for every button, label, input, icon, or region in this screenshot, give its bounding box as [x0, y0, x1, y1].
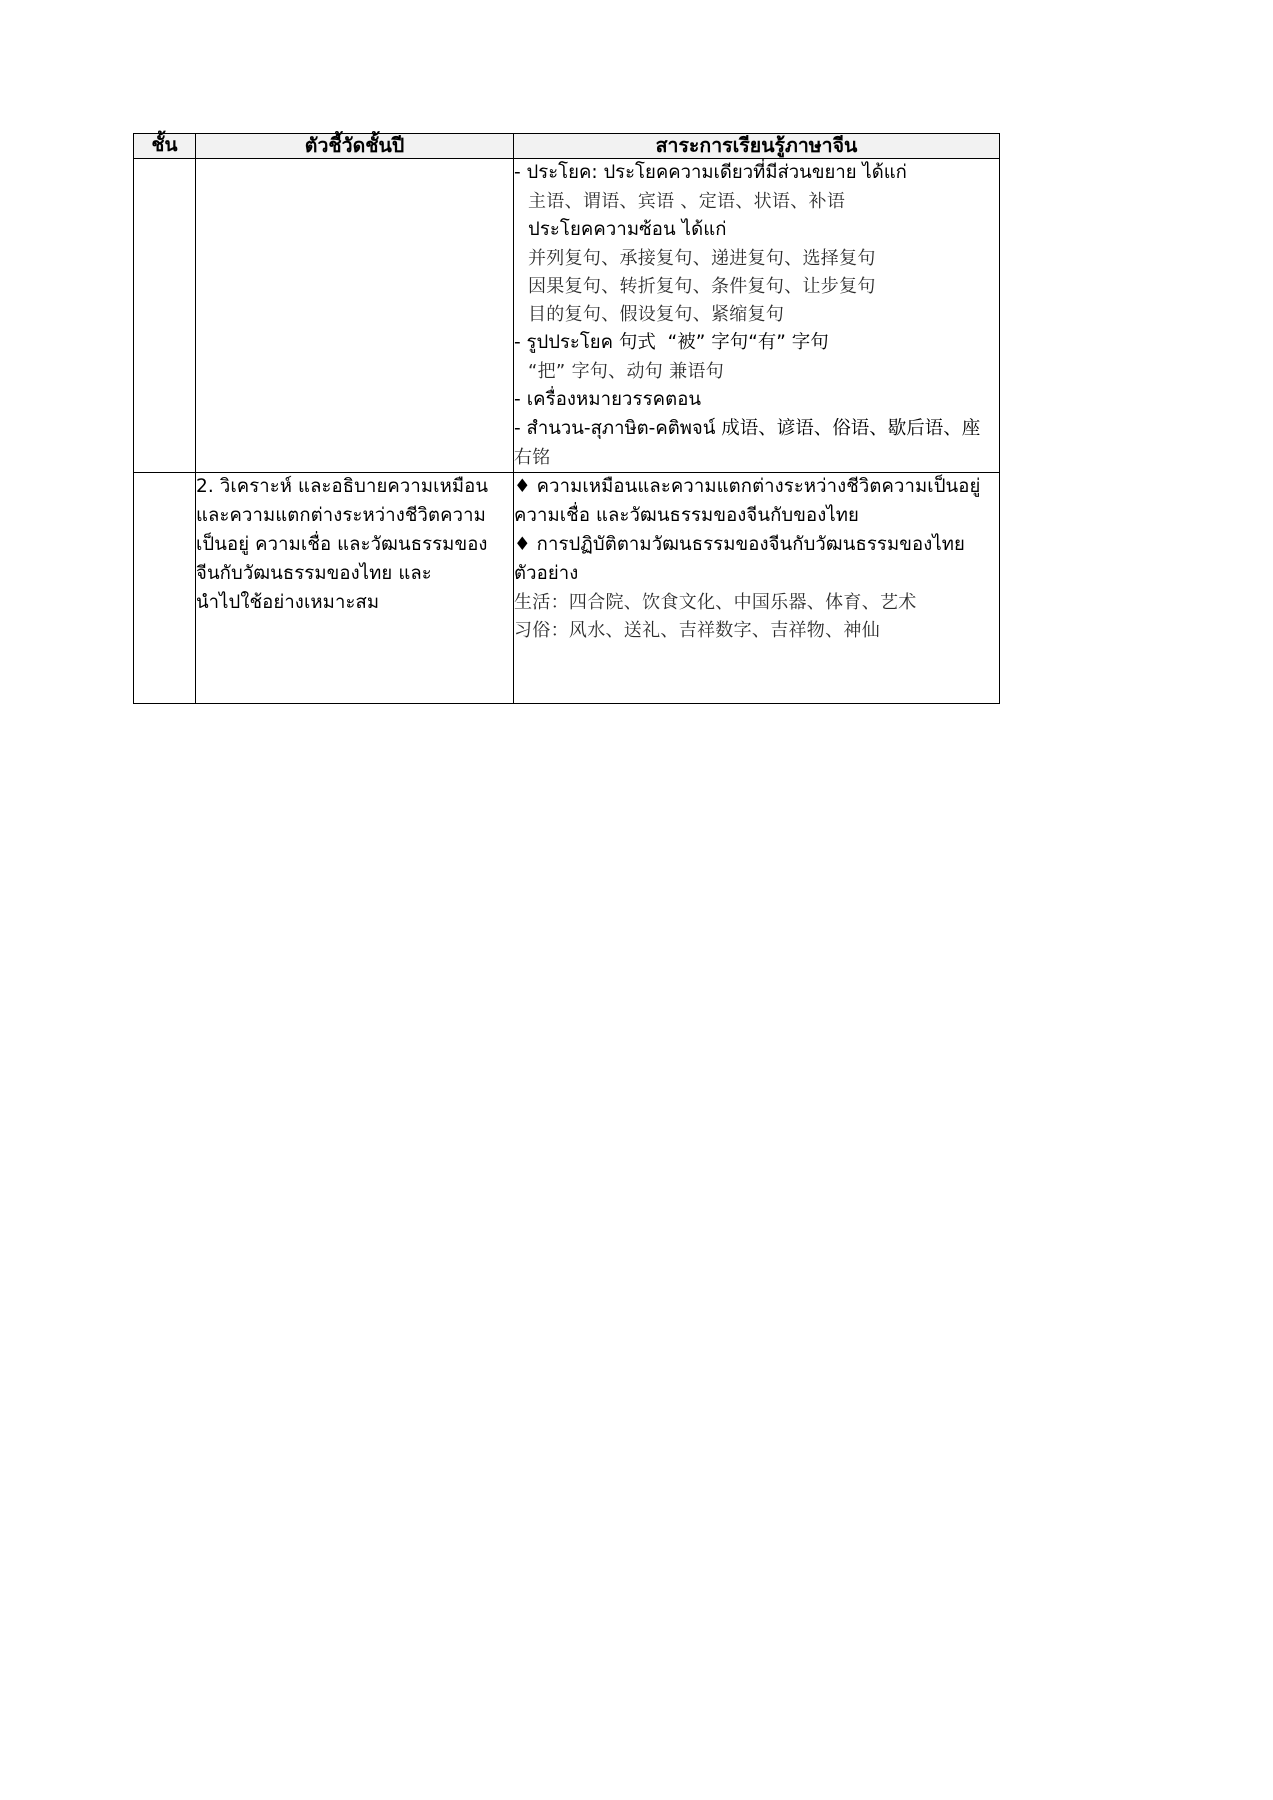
content-line: 因果复句、转折复句、条件复句、让步复句 — [528, 276, 876, 298]
indicator-line: นำไปใช้อย่างเหมาะสม — [196, 591, 380, 613]
curriculum-table-wrapper — [133, 133, 999, 704]
content-line: ประโยคความซ้อน ได้แก่ — [528, 219, 727, 241]
content-line: 习俗：风水、送礼、吉祥数字、吉祥物、神仙 — [514, 619, 880, 641]
content-line: “把” 字句、动句 兼语句 — [528, 361, 724, 383]
indicator-line: 2. วิเคราะห์ และอธิบายความเหมือน — [196, 476, 489, 498]
cell-indicator-row1 — [196, 159, 514, 473]
curriculum-table — [133, 133, 1000, 704]
cell-indicator-row2 — [196, 473, 514, 704]
cell-content-row1 — [514, 159, 1000, 473]
header-row — [134, 134, 1000, 159]
cell-content-row2 — [514, 473, 1000, 704]
table-body — [134, 159, 1000, 704]
content-line: ♦ ความเหมือนและความแตกต่างระหว่างชีวิตความเป็นอยู่ — [514, 476, 981, 498]
content-line: 目的复句、假设复句、紧缩复句 — [528, 304, 785, 326]
cell-level-row2 — [134, 473, 196, 704]
indicator-line: เป็นอยู่ ความเชื่อ และวัฒนธรรมของ — [196, 533, 488, 555]
cell-level-row1 — [134, 159, 196, 473]
content-line: 主语、谓语、宾语 、定语、状语、补语 — [528, 191, 846, 213]
content-line: ตัวอย่าง — [514, 562, 579, 584]
content-line: - รูปประโยค 句式 “被” 字句“有” 字句 — [514, 332, 829, 354]
content-line: ♦ การปฏิบัติตามวัฒนธรรมของจีนกับวัฒนธรรมของไทย — [514, 533, 965, 555]
content-line: ความเชื่อ และวัฒนธรรมของจีนกับของไทย — [514, 505, 859, 526]
table-row — [134, 473, 1000, 704]
content-line: - สำนวน-สุภาษิต-คติพจน์ 成语、谚语、俗语、歇后语、座 — [514, 418, 981, 440]
content-line: 生活：四合院、饮食文化、中国乐器、体育、艺术 — [514, 591, 917, 613]
column-header-content: สาระการเรียนรู้ภาษาจีน — [514, 134, 1000, 159]
content-line: 并列复句、承接复句、递进复句、选择复句 — [528, 248, 876, 270]
content-line: - เครื่องหมายวรรคตอน — [514, 389, 702, 411]
table-row — [134, 159, 1000, 473]
table-header — [134, 134, 1000, 159]
content-line: 右铭 — [514, 447, 551, 469]
column-header-level: ชั้น — [134, 134, 196, 159]
column-header-indicator: ตัวชี้วัดชั้นปี — [196, 134, 514, 159]
content-line: - ประโยค: ประโยคความเดียวที่มีส่วนขยาย ได้แก่ — [514, 162, 907, 184]
indicator-line: จีนกับวัฒนธรรมของไทย และ — [196, 562, 432, 584]
indicator-line: และความแตกต่างระหว่างชีวิตความ — [196, 505, 486, 526]
